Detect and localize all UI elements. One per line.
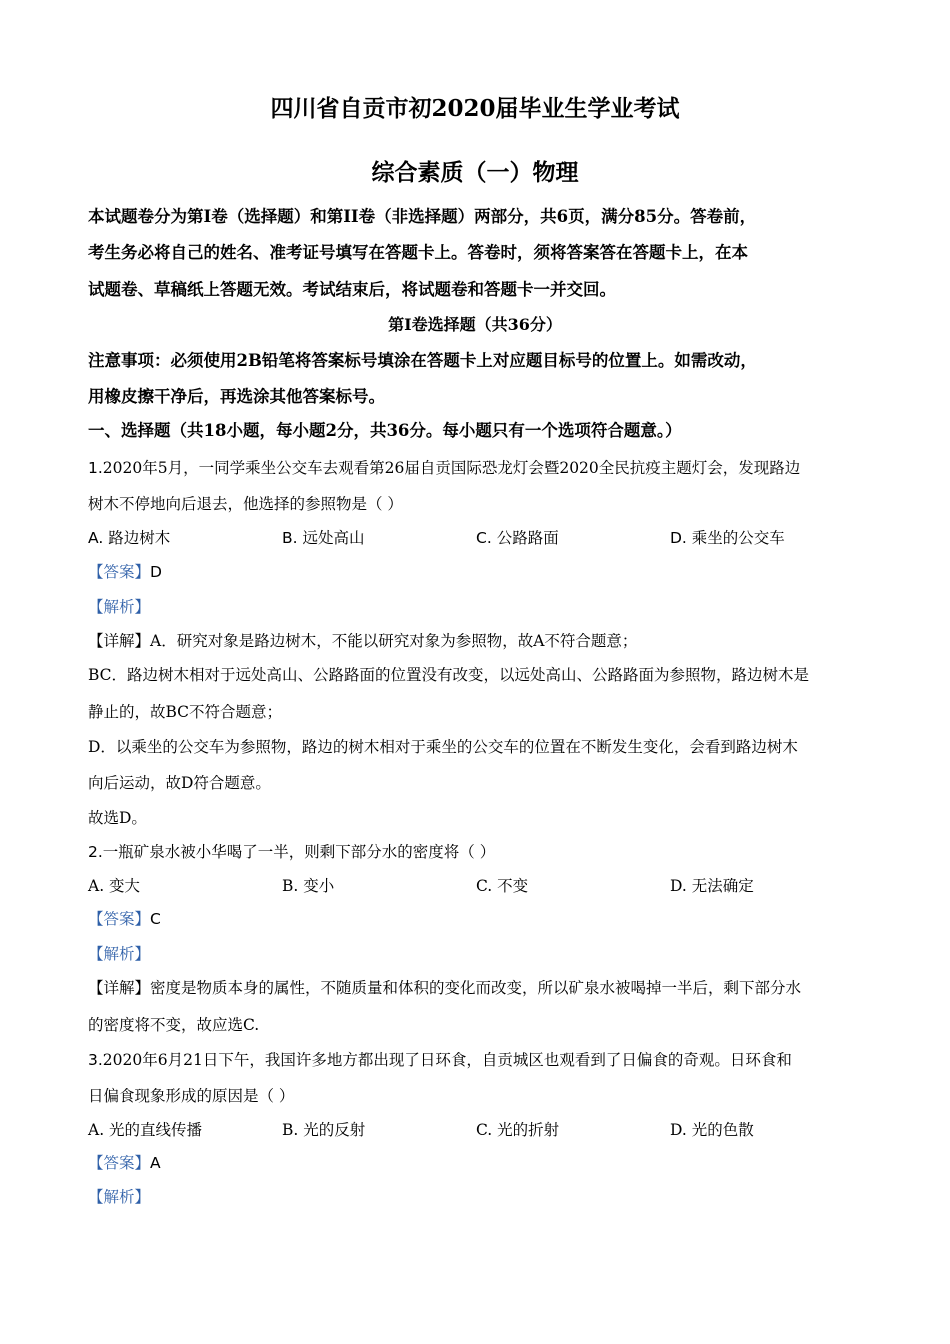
section-title: 第I卷选择题（共36分）: [388, 315, 562, 334]
detail-line: 静止的，故BC不符合题意；: [88, 703, 283, 721]
question-stem-text: 一瓶矿泉水被小华喝了一半，则剩下部分水的密度将（ ）: [102, 843, 496, 861]
answer-label: 【答案】: [88, 1154, 151, 1172]
option-a: A. 变大: [88, 877, 141, 895]
detail-line: D．以乘坐的公交车为参照物，路边的树木相对于乘坐的公交车的位置在不断发生变化，会看到路边树木: [88, 738, 798, 756]
detail-line: 【详解】A．研究对象是路边树木，不能以研究对象为参照物，故A不符合题意；: [88, 632, 638, 650]
question-2-stem: [88, 842, 495, 862]
option-b: B. 变小: [282, 877, 335, 895]
answer-line: [88, 562, 162, 582]
question-stem-text: 2020年6月21日下午，我国许多地方都出现了日环食，自贡城区也观看到了日偏食的奇观。日环食和: [102, 1051, 792, 1069]
intro-line: 本试题卷分为第I卷（选择题）和第II卷（非选择题）两部分，共6页，满分85分。答卷前，: [88, 207, 757, 226]
detail-label: 【详解】: [88, 979, 151, 997]
detail-line: 的密度将不变，故应选C.: [88, 1016, 260, 1034]
detail-line: 故选D。: [88, 809, 147, 827]
detail-label: 【详解】: [88, 632, 151, 650]
answer-value: A: [150, 1154, 161, 1172]
option-c: C. 光的折射: [476, 1121, 560, 1139]
answer-value: C: [150, 910, 161, 928]
question-number: 1.: [88, 459, 103, 477]
detail-line: 向后运动，故D符合题意。: [88, 774, 271, 792]
analysis-label: 【解析】: [88, 945, 151, 963]
option-a: A. 路边树木: [88, 529, 171, 547]
option-c: C. 不变: [476, 877, 529, 895]
question-number: 2.: [88, 843, 103, 861]
detail-line: BC．路边树木相对于远处高山、公路路面的位置没有改变，以远处高山、公路路面为参照物，路边树木是: [88, 666, 810, 684]
notice-line: 用橡皮擦干净后，再选涂其他答案标号。: [88, 387, 385, 406]
answer-label: 【答案】: [88, 910, 151, 928]
option-b: B. 远处高山: [282, 529, 365, 547]
option-d: D. 光的色散: [670, 1121, 754, 1139]
document-title: 四川省自贡市初2020届毕业生学业考试: [270, 95, 680, 122]
detail-line: 【详解】密度是物质本身的属性，不随质量和体积的变化而改变，所以矿泉水被喝掉一半后，剩下部分水: [88, 979, 802, 997]
option-d: D. 无法确定: [670, 877, 754, 895]
option-d: D. 乘坐的公交车: [670, 529, 785, 547]
answer-line: [88, 909, 161, 929]
intro-line: 考生务必将自己的姓名、准考证号填写在答题卡上。答卷时，须将答案答在答题卡上，在本: [88, 243, 748, 262]
document-subtitle: 综合素质（一）物理: [371, 159, 579, 186]
question-1-stem: [88, 458, 800, 478]
question-3-stem: [88, 1050, 792, 1070]
question-3-stem-cont: 日偏食现象形成的原因是（ ）: [88, 1087, 295, 1105]
option-b: B. 光的反射: [282, 1121, 366, 1139]
intro-line: 试题卷、草稿纸上答题无效。考试结束后，将试题卷和答题卡一并交回。: [88, 280, 616, 299]
question-number: 3.: [88, 1051, 103, 1069]
answer-value: D: [150, 563, 162, 581]
answer-label: 【答案】: [88, 563, 151, 581]
notice-line: 注意事项：必须使用2B铅笔将答案标号填涂在答题卡上对应题目标号的位置上。如需改动，: [88, 351, 757, 370]
question-stem-text: 2020年5月，一同学乘坐公交车去观看第26届自贡国际恐龙灯会暨2020全民抗疫主题灯会，发现路边: [102, 459, 801, 477]
analysis-label: 【解析】: [88, 1188, 151, 1206]
option-c: C. 公路路面: [476, 529, 559, 547]
analysis-label: 【解析】: [88, 598, 151, 616]
question-1-stem-cont: 树木不停地向后退去，他选择的参照物是（ ）: [88, 495, 403, 513]
answer-line: [88, 1153, 161, 1173]
part-heading: 一、选择题（共18小题，每小题2分，共36分。每小题只有一个选项符合题意。）: [88, 421, 682, 440]
option-a: A. 光的直线传播: [88, 1121, 203, 1139]
